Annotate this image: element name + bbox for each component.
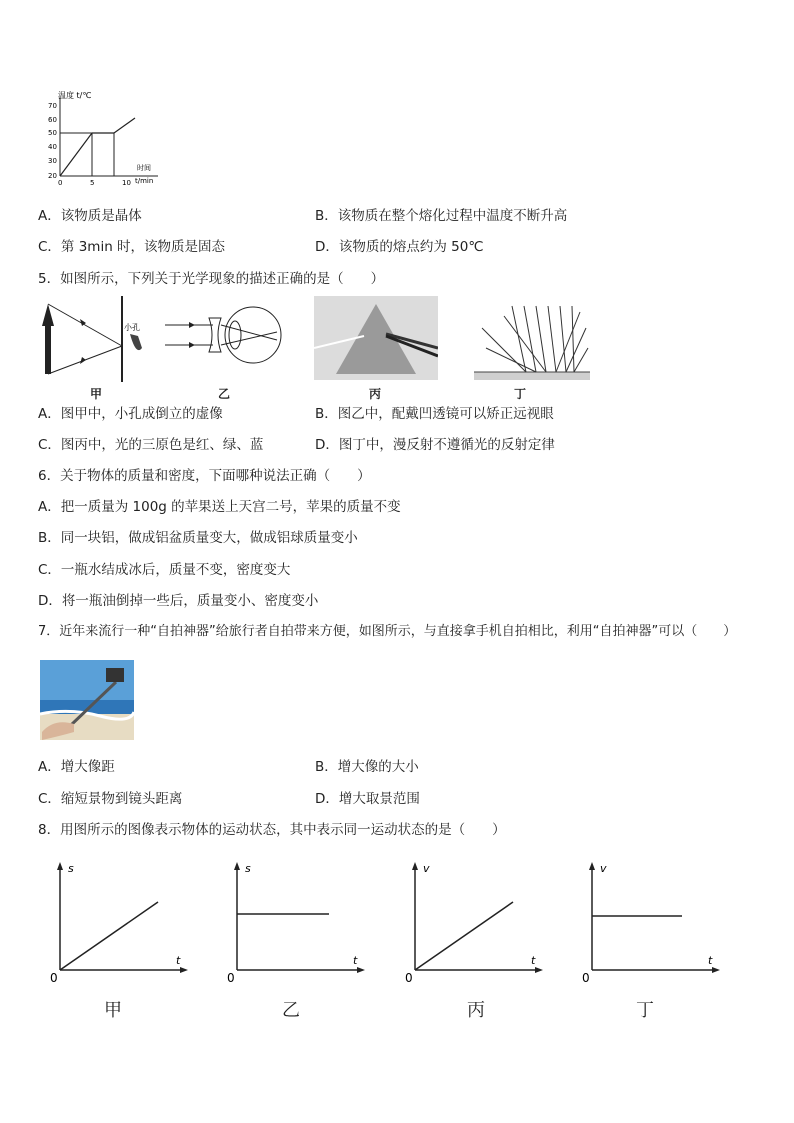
axis-x-label: t xyxy=(353,954,358,967)
q4-option-a: A．该物质是晶体 xyxy=(38,208,142,224)
melting-graph xyxy=(40,88,170,188)
q6-option-a: A．把一质量为 100g 的苹果送上天宫二号，苹果的质量不变 xyxy=(38,499,401,515)
xtick: 10 xyxy=(122,179,131,187)
motion-graph-bing xyxy=(403,860,543,985)
q5-stem: 5．如图所示，下列关于光学现象的描述正确的是（ ） xyxy=(38,271,385,287)
q7-option-c: C．缩短景物到镜头距离 xyxy=(38,791,183,807)
ytick: 40 xyxy=(48,143,57,151)
origin-label: 0 xyxy=(405,971,413,985)
selfie-stick-photo xyxy=(40,660,134,740)
q4-option-c: C．第 3min 时，该物质是固态 xyxy=(38,239,226,255)
ytick: 20 xyxy=(48,172,57,180)
axis-y-label: v xyxy=(600,862,607,875)
q4-option-b: B．该物质在整个熔化过程中温度不断升高 xyxy=(315,208,568,224)
diffuse-reflection-figure xyxy=(474,298,590,382)
motion-graph-yi xyxy=(225,860,365,985)
q5-option-b: B．图乙中，配戴凹透镜可以矫正远视眼 xyxy=(315,406,554,422)
motion-label-ding: 丁 xyxy=(636,1000,654,1021)
origin-label: 0 xyxy=(582,971,590,985)
q5-option-c: C．图丙中，光的三原色是红、绿、蓝 xyxy=(38,437,264,453)
motion-graph-ding xyxy=(580,860,720,985)
caption-ding: 丁 xyxy=(514,387,527,401)
motion-label-bing: 丙 xyxy=(467,1000,485,1021)
axis-y-label: v xyxy=(423,862,430,875)
axis-x-label: t xyxy=(176,954,181,967)
hole-label: 小孔 xyxy=(124,323,140,332)
q5-option-d: D．图丁中，漫反射不遵循光的反射定律 xyxy=(315,437,555,453)
caption-bing: 丙 xyxy=(369,387,382,401)
q5-option-a: A．图甲中，小孔成倒立的虚像 xyxy=(38,406,223,422)
caption-yi: 乙 xyxy=(218,387,231,401)
ytick: 50 xyxy=(48,129,57,137)
origin-label: 0 xyxy=(227,971,235,985)
q7-option-b: B．增大像的大小 xyxy=(315,759,419,775)
q7-option-d: D．增大取景范围 xyxy=(315,791,420,807)
ytick: 30 xyxy=(48,157,57,165)
origin-label: 0 xyxy=(50,971,58,985)
motion-label-jia: 甲 xyxy=(104,1000,122,1021)
prism-figure xyxy=(314,296,438,380)
ytick: 60 xyxy=(48,116,57,124)
ytick: 70 xyxy=(48,102,57,110)
q6-option-c: C．一瓶水结成冰后，质量不变，密度变大 xyxy=(38,562,291,578)
axis-y-label: s xyxy=(245,862,251,875)
motion-label-yi: 乙 xyxy=(282,1000,300,1021)
axis-x-label: t xyxy=(708,954,713,967)
graph-xlabel: t/min xyxy=(135,177,154,185)
q6-option-d: D．将一瓶油倒掉一些后，质量变小、密度变小 xyxy=(38,593,319,609)
graph-xlabel: 时间 xyxy=(137,164,151,172)
motion-graph-jia xyxy=(48,860,188,985)
axis-y-label: s xyxy=(68,862,74,875)
q8-stem: 8．用图所示的图像表示物体的运动状态，其中表示同一运动状态的是（ ） xyxy=(38,822,506,838)
q7-option-a: A．增大像距 xyxy=(38,759,115,775)
q6-stem: 6．关于物体的质量和密度，下面哪种说法正确（ ） xyxy=(38,468,371,484)
pinhole-figure xyxy=(38,296,148,382)
xtick: 5 xyxy=(90,179,95,187)
eye-lens-figure xyxy=(165,300,285,380)
caption-jia: 甲 xyxy=(90,387,103,401)
q7-stem: 7．近年来流行一种“自拍神器”给旅行者自拍带来方便，如图所示，与直接拿手机自拍相比，利用“自拍神器”可以（ ） xyxy=(38,624,737,639)
q4-option-d: D．该物质的熔点约为 50℃ xyxy=(315,239,484,255)
axis-x-label: t xyxy=(531,954,536,967)
graph-ylabel: 温度 t/℃ xyxy=(58,91,92,100)
q6-option-b: B．同一块铝，做成铝盆质量变大，做成铝球质量变小 xyxy=(38,530,358,546)
xtick: 0 xyxy=(58,179,63,187)
